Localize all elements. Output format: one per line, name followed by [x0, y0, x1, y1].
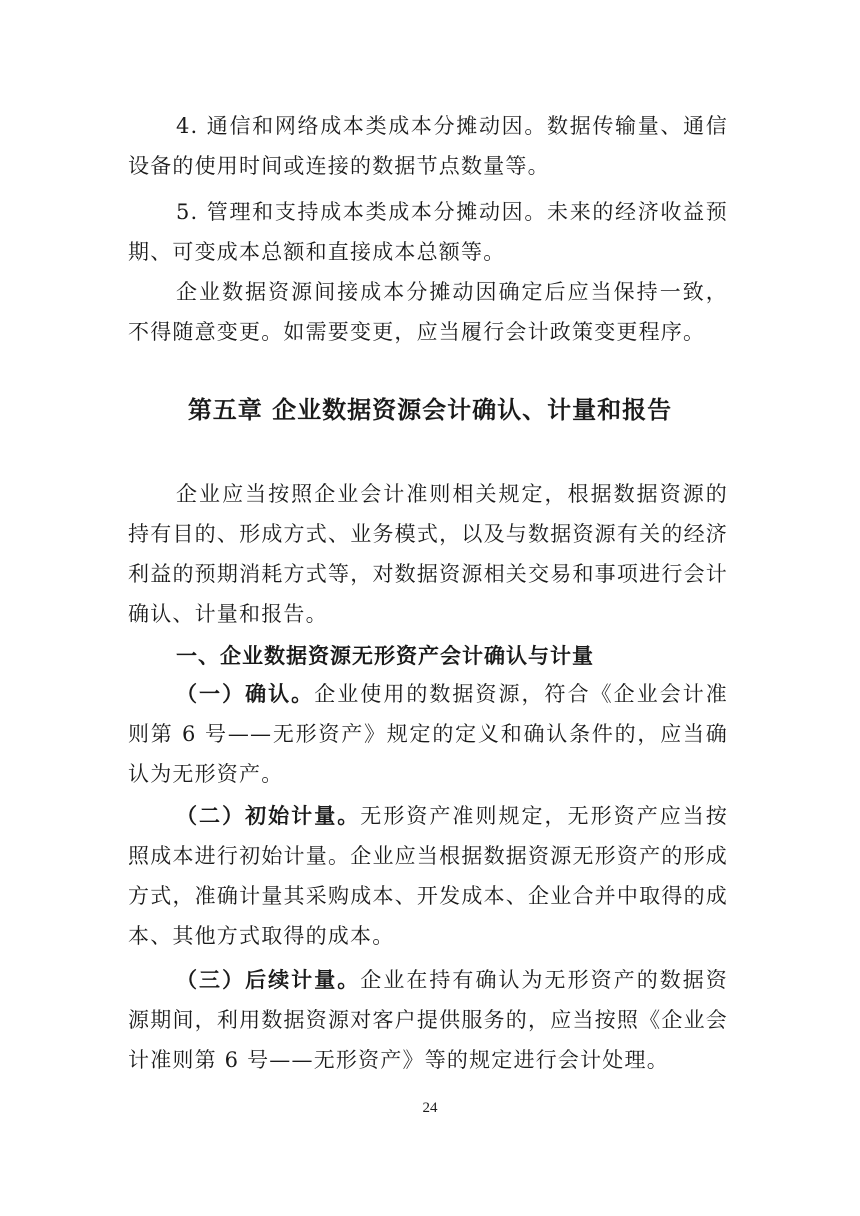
- chapter-intro-paragraph: 企业应当按照企业会计准则相关规定，根据数据资源的持有目的、形成方式、业务模式，以及与数据资源有关的经济利益的预期消耗方式等，对数据资源相关交易和事项进行会计确认、计量和报告。: [128, 482, 728, 626]
- recognition-text: 企业使用的数据资源，符合《企业会计准则第 6 号——无形资产》规定的定义和确认条件的，应当确认为无形资产。: [128, 682, 728, 786]
- chapter-title: 第五章 企业数据资源会计确认、计量和报告: [187, 396, 673, 424]
- paragraph-initial-measurement: [128, 796, 728, 956]
- paragraph-communication-cost-drivers: 4. 通信和网络成本类成本分摊动因。数据传输量、通信设备的使用时间或连接的数据节点数量等。: [128, 114, 728, 178]
- subsequent-measurement-label: （三）后续计量。: [176, 967, 361, 992]
- paragraph-recognition: [128, 674, 728, 794]
- paragraph-management-cost-drivers: 5. 管理和支持成本类成本分摊动因。未来的经济收益预期、可变成本总额和直接成本总额等。: [128, 200, 728, 264]
- subsequent-measurement-text: 企业在持有确认为无形资产的数据资源期间，利用数据资源对客户提供服务的，应当按照《企业会计准则第 6 号——无形资产》等的规定进行会计处理。: [128, 968, 728, 1072]
- page-number: 24: [422, 1100, 438, 1116]
- paragraph-cost-driver-consistency: 企业数据资源间接成本分摊动因确定后应当保持一致，不得随意变更。如需要变更，应当履行会计政策变更程序。: [128, 280, 728, 344]
- initial-measurement-label: （二）初始计量。: [176, 803, 361, 828]
- recognition-label: （一）确认。: [176, 681, 315, 706]
- section-heading-intangible-assets: 一、企业数据资源无形资产会计确认与计量: [176, 644, 594, 668]
- paragraph-subsequent-measurement: [128, 960, 728, 1080]
- initial-measurement-text: 无形资产准则规定，无形资产应当按照成本进行初始计量。企业应当根据数据资源无形资产的形成方式，准确计量其采购成本、开发成本、企业合并中取得的成本、其他方式取得的成本。: [128, 804, 728, 948]
